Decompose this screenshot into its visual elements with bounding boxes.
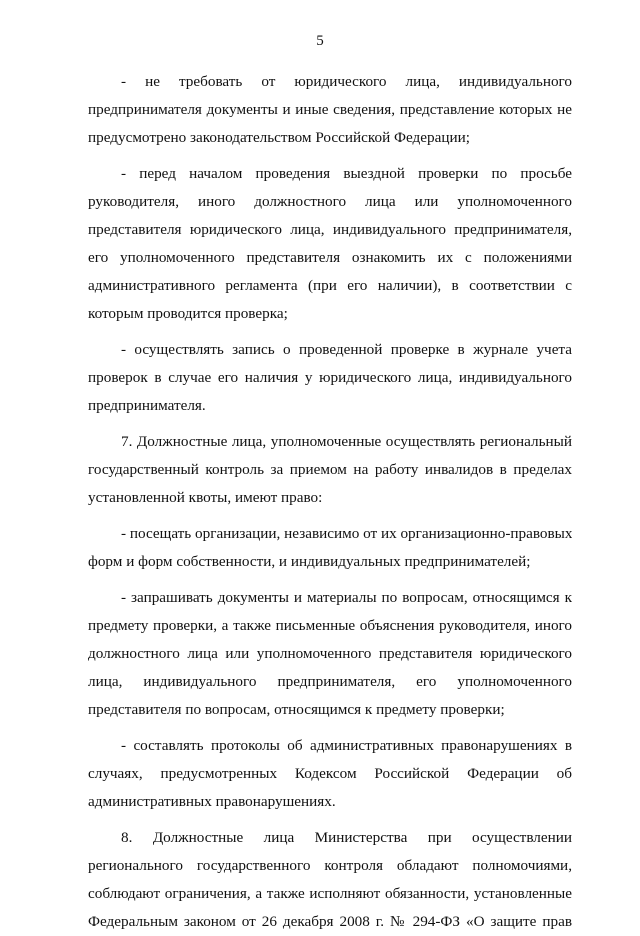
page-number: 5 — [316, 33, 324, 49]
text-line: проверок в случае его наличия у юридического лица, индивидуального — [88, 369, 572, 386]
text-line: регионального государственного контроля обладают полномочиями, — [88, 857, 572, 874]
text-line: соблюдают ограничения, а также исполняют обязанности, установленные — [88, 885, 572, 902]
text-line: руководителя, иного должностного лица или уполномоченного — [88, 193, 572, 210]
text-line: - составлять протоколы об административных правонарушениях в — [121, 737, 572, 754]
text-line: его уполномоченного представителя ознакомить их с положениями — [88, 249, 572, 266]
text-line: административных правонарушениях. — [88, 793, 336, 810]
text-line: предусмотрено законодательством Российской Федерации; — [88, 129, 470, 146]
text-line: лица, индивидуального предпринимателя, его уполномоченного — [88, 673, 572, 690]
text-line: 8. Должностные лица Министерства при осуществлении — [121, 829, 572, 846]
text-line: случаях, предусмотренных Кодексом Российской Федерации об — [88, 765, 572, 782]
text-line: - посещать организации, независимо от их организационно-правовых — [121, 525, 572, 542]
paragraph-section-7 — [88, 428, 572, 512]
text-line: форм и форм собственности, и индивидуальных предпринимателей; — [88, 553, 531, 570]
text-line: административного регламента (при его наличии), в соответствии с — [88, 277, 572, 294]
text-line: которым проводится проверка; — [88, 305, 288, 322]
paragraph-bullet-familiarize — [88, 160, 572, 328]
text-line: 7. Должностные лица, уполномоченные осуществлять региональный — [121, 433, 572, 450]
text-line: представителя юридического лица, индивидуального предпринимателя, — [88, 221, 572, 238]
text-line: Федеральным законом от 26 декабря 2008 г. № 294-ФЗ «О защите прав — [88, 913, 572, 930]
text-line: предпринимателя. — [88, 397, 206, 414]
text-line: предмету проверки, а также письменные объяснения руководителя, иного — [88, 617, 572, 634]
text-line: - осуществлять запись о проведенной проверке в журнале учета — [121, 341, 572, 358]
paragraph-bullet-not-require — [88, 68, 572, 152]
paragraph-section-8 — [88, 824, 572, 936]
text-line: - запрашивать документы и материалы по вопросам, относящимся к — [121, 589, 572, 606]
text-line: представителя по вопросам, относящимся к предмету проверки; — [88, 701, 505, 718]
text-line: установленной квоты, имеют право: — [88, 489, 323, 506]
text-line: государственный контроль за приемом на работу инвалидов в пределах — [88, 461, 572, 478]
paragraph-bullet-record — [88, 336, 572, 420]
text-line: предпринимателя документы и иные сведения, представление которых не — [88, 101, 572, 118]
paragraph-bullet-protocols — [88, 732, 572, 816]
paragraph-bullet-visit — [88, 520, 572, 576]
paragraph-bullet-request — [88, 584, 572, 724]
text-line: - не требовать от юридического лица, индивидуального — [121, 73, 572, 90]
text-line: должностного лица или уполномоченного представителя юридического — [88, 645, 572, 662]
text-line: - перед началом проведения выездной проверки по просьбе — [121, 165, 572, 182]
document-body — [88, 68, 572, 936]
